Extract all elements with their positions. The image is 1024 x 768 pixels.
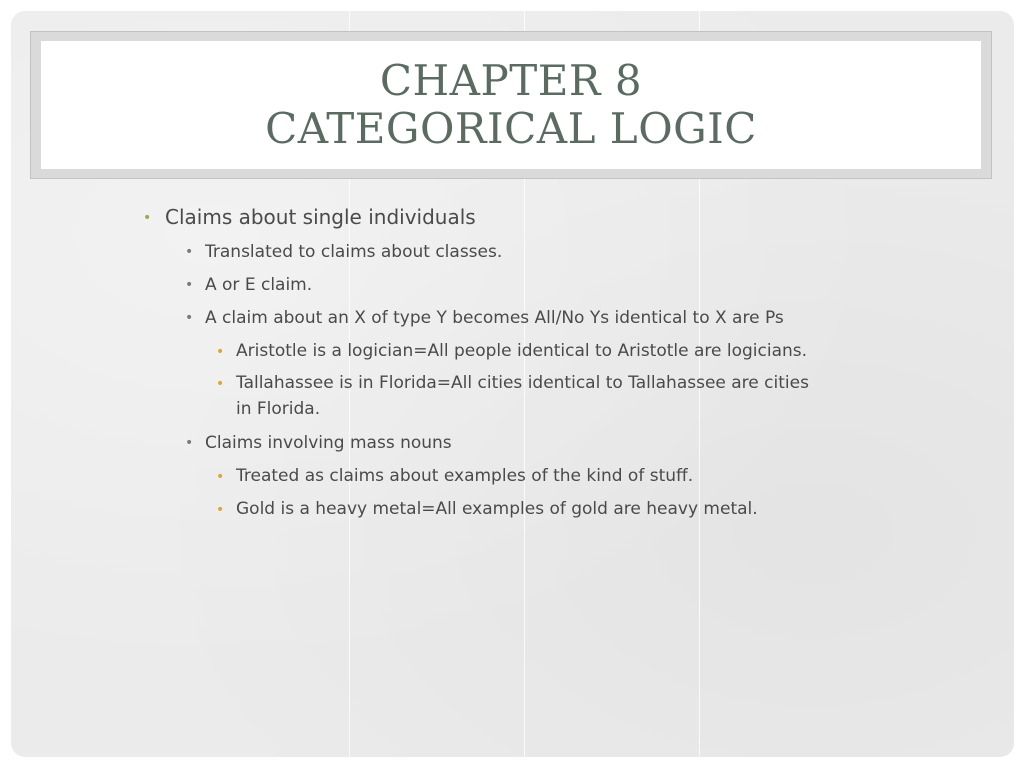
list-item [216,463,694,489]
slide [11,11,1014,757]
list-item [216,370,809,422]
title-line-2: CATEGORICAL LOGIC [265,104,757,153]
list-item [143,205,476,229]
list-item-text: A or E claim. [205,275,313,295]
bullet-dot-icon: • [216,469,225,485]
bullet-dot-icon: • [216,344,225,360]
bullet-dot-icon: • [216,502,225,518]
list-item [185,432,452,454]
list-item [185,274,313,296]
bullet-dot-icon: • [185,435,194,451]
bullet-dot-icon: • [216,376,225,392]
list-item [185,241,503,263]
bullet-dot-icon: • [185,277,194,293]
list-item-text: Aristotle is a logician=All people identical to Aristotle are logicians. [236,341,808,361]
list-item [216,338,808,364]
title-line-1: CHAPTER 8 [379,56,643,105]
list-item [216,496,758,522]
list-item-text: Claims about single individuals [165,205,476,229]
list-item-text: Translated to claims about classes. [205,242,503,262]
list-item-text: Tallahassee is in Florida=All cities identical to Tallahassee are cities [236,373,809,393]
list-item-text: Gold is a heavy metal=All examples of gold are heavy metal. [236,499,758,519]
bullet-dot-icon: • [143,210,152,226]
list-item-text-continued: in Florida. [236,399,321,419]
bullet-list [11,11,1014,757]
list-item-text: Treated as claims about examples of the kind of stuff. [236,466,694,486]
bullet-dot-icon: • [185,310,194,326]
list-item [185,307,784,329]
bullet-dot-icon: • [185,244,194,260]
list-item-text: A claim about an X of type Y becomes All/No Ys identical to X are Ps [205,308,784,328]
list-item-text: Claims involving mass nouns [205,433,452,453]
